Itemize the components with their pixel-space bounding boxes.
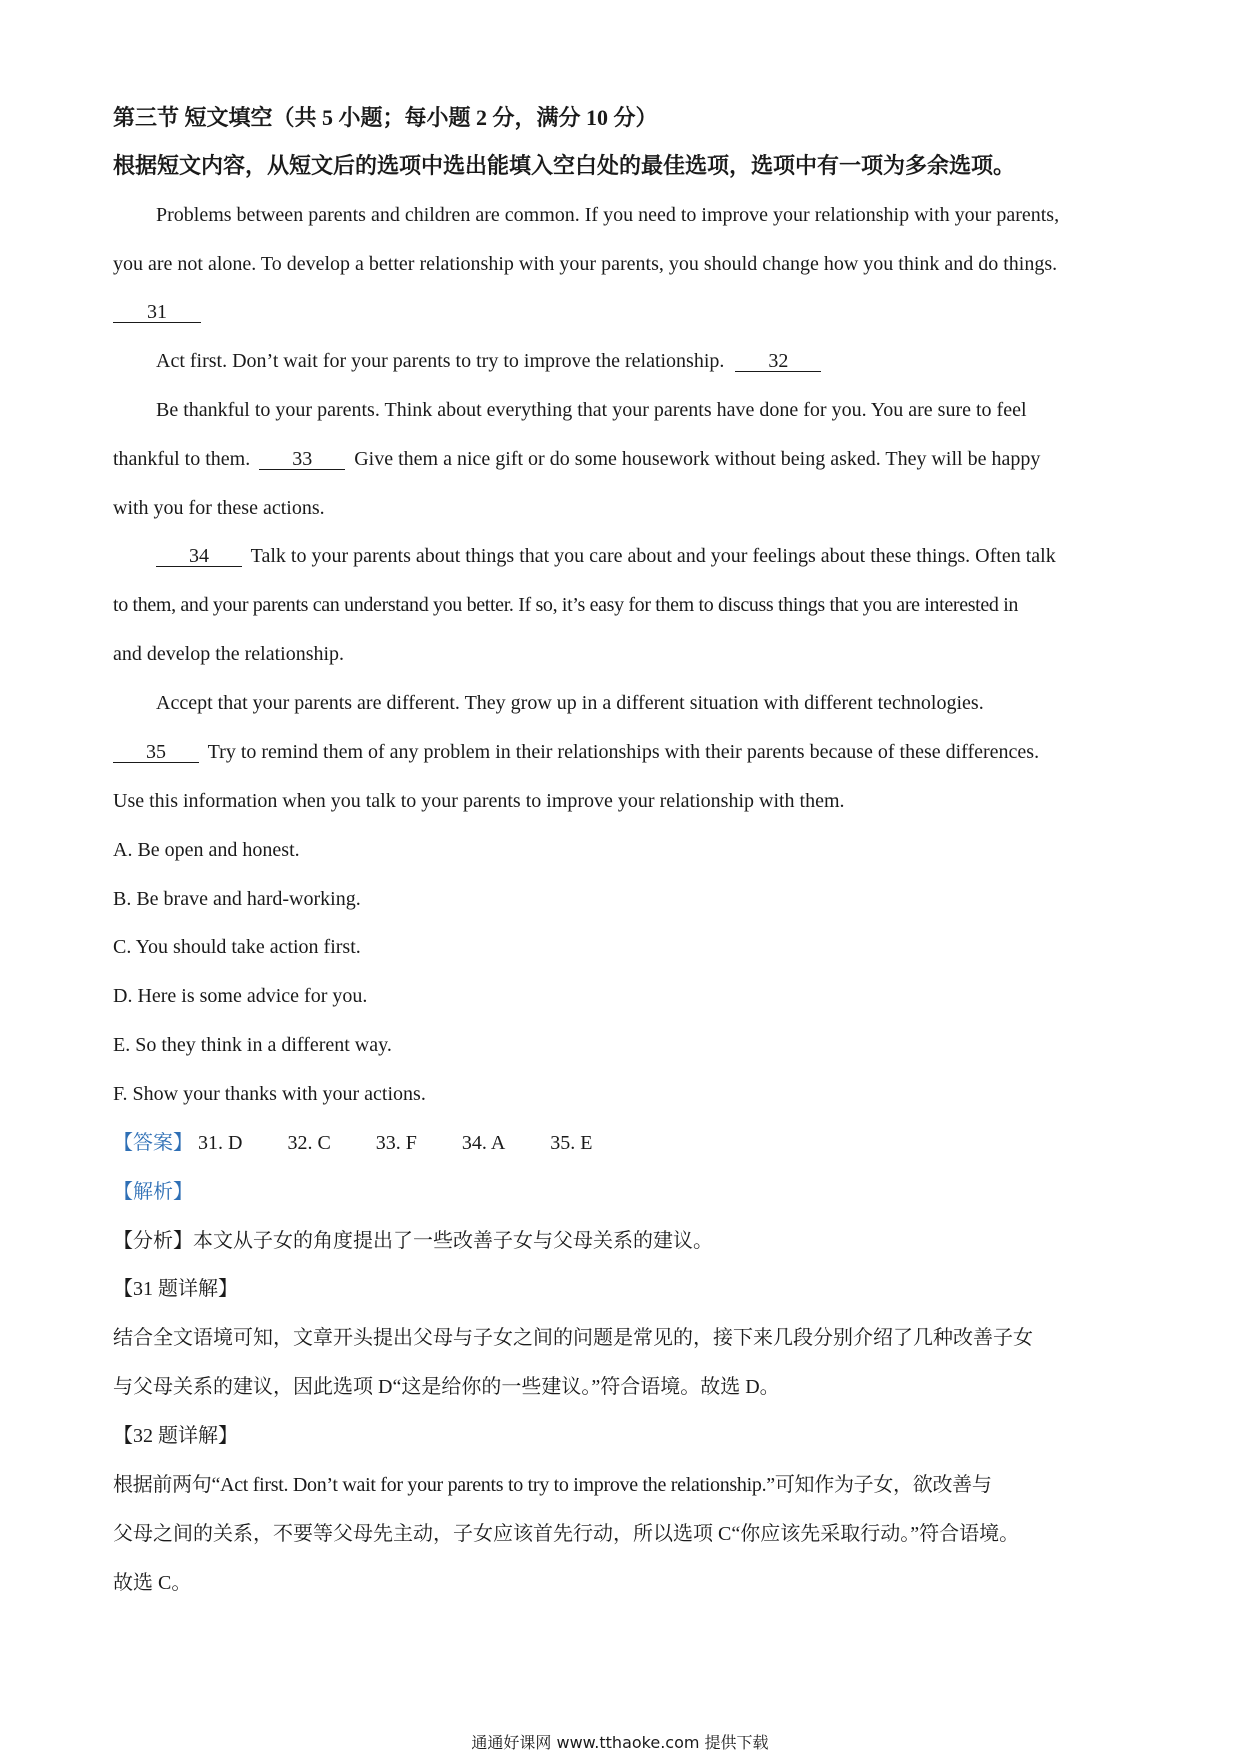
section-instruction: 根据短文内容，从短文后的选项中选出能填入空白处的最佳选项，选项中有一项为多余选项。 xyxy=(113,153,1016,178)
passage-line xyxy=(113,740,1133,764)
passage-text: thankful to them. xyxy=(113,448,251,470)
blank-31-line xyxy=(113,300,1133,324)
q32-explanation: 故选 C。 xyxy=(113,1572,192,1594)
passage-line: to them, and your parents can understand you better. If so, it’s easy for them to discuss things that you are interested in xyxy=(113,594,1019,616)
option-e: E. So they think in a different way. xyxy=(113,1034,392,1056)
passage-line: and develop the relationship. xyxy=(113,643,345,665)
q31-title: 【31 题详解】 xyxy=(113,1278,238,1300)
option-d: D. Here is some advice for you. xyxy=(113,985,368,1007)
passage-line xyxy=(113,447,1133,471)
q32-explanation: 父母之间的关系，不要等父母先主动，子女应该首先行动，所以选项 C“你应该先采取行动。”符合语境。 xyxy=(113,1523,1020,1545)
option-f: F. Show your thanks with your actions. xyxy=(113,1083,426,1105)
answer-item: 31. D xyxy=(198,1132,243,1154)
passage-line: Be thankful to your parents. Think about everything that your parents have done for you. You are sure to feel xyxy=(156,399,1027,421)
answer-line xyxy=(113,1131,1133,1155)
q31-explanation: 与父母关系的建议，因此选项 D“这是给你的一些建议。”符合语境。故选 D。 xyxy=(113,1376,780,1398)
blank-35: 35 xyxy=(113,742,199,763)
option-b: B. Be brave and hard-working. xyxy=(113,888,361,910)
passage-line: with you for these actions. xyxy=(113,497,325,519)
q32-explanation: 根据前两句“Act first. Don’t wait for your parents to try to improve the relationship.”可知作为子女，欲改善与 xyxy=(113,1474,992,1496)
passage-text: Try to remind them of any problem in their relationships with their parents because of these differences. xyxy=(207,741,1040,763)
analysis-summary: 【分析】本文从子女的角度提出了一些改善子女与父母关系的建议。 xyxy=(113,1230,713,1252)
blank-31: 31 xyxy=(113,302,201,323)
passage-line: you are not alone. To develop a better relationship with your parents, you should change how you think and do things. xyxy=(113,253,1058,275)
passage-text: Give them a nice gift or do some housework without being asked. They will be happy xyxy=(354,448,1041,470)
passage-text: Act first. Don’t wait for your parents to try to improve the relationship. xyxy=(156,350,725,372)
q31-explanation: 结合全文语境可知，文章开头提出父母与子女之间的问题是常见的，接下来几段分别介绍了几种改善子女 xyxy=(113,1327,1033,1349)
answer-item: 35. E xyxy=(550,1132,593,1154)
blank-32: 32 xyxy=(735,351,821,372)
answer-item: 32. C xyxy=(287,1132,331,1154)
answer-label: 【答案】 xyxy=(113,1132,193,1154)
section-title: 第三节 短文填空（共 5 小题；每小题 2 分，满分 10 分） xyxy=(113,105,658,130)
q32-title: 【32 题详解】 xyxy=(113,1425,238,1447)
passage-line xyxy=(156,349,1136,373)
blank-33: 33 xyxy=(259,449,345,470)
passage-line: Accept that your parents are different. They grow up in a different situation with different technologies. xyxy=(156,692,984,714)
passage-line xyxy=(156,544,1136,568)
passage-line: Use this information when you talk to your parents to improve your relationship with them. xyxy=(113,790,845,812)
passage-line: Problems between parents and children are common. If you need to improve your relationship with your parents, xyxy=(156,204,1060,226)
option-a: A. Be open and honest. xyxy=(113,839,300,861)
blank-34: 34 xyxy=(156,546,242,567)
footer-watermark: 通通好课网 www.tthaoke.com 提供下载 xyxy=(471,1733,769,1752)
option-c: C. You should take action first. xyxy=(113,936,361,958)
answer-item: 33. F xyxy=(375,1132,417,1154)
passage-text: Talk to your parents about things that you care about and your feelings about these things. Often talk xyxy=(250,545,1056,567)
analysis-label: 【解析】 xyxy=(113,1181,193,1203)
answer-item: 34. A xyxy=(461,1132,506,1154)
